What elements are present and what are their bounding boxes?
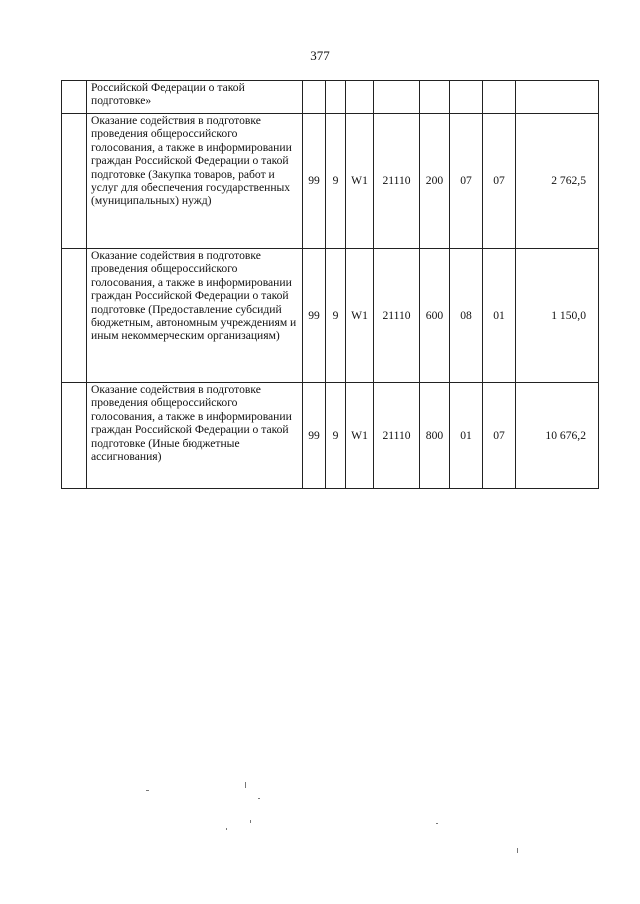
program-cell: 99 bbox=[303, 249, 326, 383]
section-cell: 08 bbox=[450, 249, 483, 383]
expense-type-cell: 800 bbox=[420, 383, 450, 489]
description-cell: Российской Федерации о такой подготовке» bbox=[87, 81, 303, 114]
program-cell: 99 bbox=[303, 114, 326, 249]
table-row bbox=[62, 249, 599, 383]
direction-cell: W1 bbox=[346, 114, 374, 249]
code-cell: 21110 bbox=[374, 114, 420, 249]
scan-speck bbox=[517, 848, 518, 853]
subprogram-cell: 9 bbox=[326, 249, 346, 383]
description-cell: Оказание содействия в подготовке проведения общероссийского голосования, а также в информировании граждан Российской Федерации о такой подготовке (Предоставление субсидий бюджетным, автономным учреждениям и иным некоммерческим организациям) bbox=[87, 249, 303, 383]
program-cell bbox=[303, 81, 326, 114]
subprogram-cell: 9 bbox=[326, 383, 346, 489]
row-number-cell bbox=[62, 249, 87, 383]
program-cell: 99 bbox=[303, 383, 326, 489]
row-number-cell bbox=[62, 81, 87, 114]
table-row bbox=[62, 114, 599, 249]
table-row bbox=[62, 383, 599, 489]
description-cell: Оказание содействия в подготовке проведения общероссийского голосования, а также в информировании граждан Российской Федерации о такой подготовке (Иные бюджетные ассигнования) bbox=[87, 383, 303, 489]
amount-cell: 2 762,5 bbox=[516, 114, 599, 249]
row-number-cell bbox=[62, 114, 87, 249]
scan-speck bbox=[226, 828, 227, 830]
amount-cell: 1 150,0 bbox=[516, 249, 599, 383]
direction-cell bbox=[346, 81, 374, 114]
expense-type-cell: 200 bbox=[420, 114, 450, 249]
section-cell bbox=[450, 81, 483, 114]
section-cell: 01 bbox=[450, 383, 483, 489]
table-row bbox=[62, 81, 599, 114]
subsection-cell: 01 bbox=[483, 249, 516, 383]
subprogram-cell bbox=[326, 81, 346, 114]
subsection-cell: 07 bbox=[483, 114, 516, 249]
amount-cell: 10 676,2 bbox=[516, 383, 599, 489]
amount-cell bbox=[516, 81, 599, 114]
subsection-cell bbox=[483, 81, 516, 114]
row-number-cell bbox=[62, 383, 87, 489]
expense-type-cell bbox=[420, 81, 450, 114]
subprogram-cell: 9 bbox=[326, 114, 346, 249]
code-cell bbox=[374, 81, 420, 114]
code-cell: 21110 bbox=[374, 383, 420, 489]
scan-speck bbox=[146, 790, 149, 791]
budget-table bbox=[61, 80, 599, 489]
page-number: 377 bbox=[310, 48, 330, 63]
description-cell: Оказание содействия в подготовке проведения общероссийского голосования, а также в информировании граждан Российской Федерации о такой подготовке (Закупка товаров, работ и услуг для обеспечения государственных (муниципальных) нужд) bbox=[87, 114, 303, 249]
scan-speck bbox=[250, 820, 251, 823]
direction-cell: W1 bbox=[346, 249, 374, 383]
direction-cell: W1 bbox=[346, 383, 374, 489]
code-cell: 21110 bbox=[374, 249, 420, 383]
expense-type-cell: 600 bbox=[420, 249, 450, 383]
section-cell: 07 bbox=[450, 114, 483, 249]
scan-speck bbox=[436, 823, 438, 824]
scan-speck bbox=[245, 782, 246, 788]
scan-speck bbox=[258, 798, 260, 799]
subsection-cell: 07 bbox=[483, 383, 516, 489]
